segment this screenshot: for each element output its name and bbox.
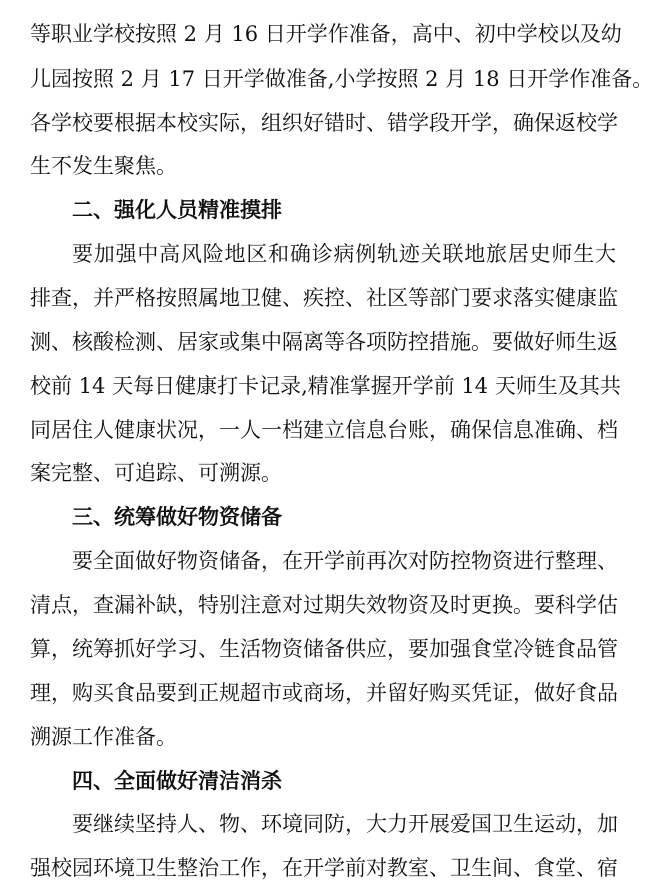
section-3-line-5: 溯源工作准备。: [30, 725, 177, 749]
section-2-line-4: 校前 14 天每日健康打卡记录,精准掌握开学前 14 天师生及其共: [30, 374, 621, 398]
section-3-line-3: 算，统筹抓好学习、生活物资储备供应，要加强食堂冷链食品管: [30, 637, 618, 661]
section-3-line-2: 清点，查漏补缺，特别注意对过期失效物资及时更换。要科学估: [30, 593, 618, 617]
section-2-line-2: 排查，并严格按照属地卫健、疾控、社区等部门要求落实健康监: [30, 286, 618, 310]
section-3-line-4: 理，购买食品要到正规超市或商场，并留好购买凭证，做好食品: [30, 681, 618, 705]
section-4-line-2: 强校园环境卫生整治工作，在开学前对教室、卫生间、食堂、宿: [30, 856, 618, 880]
paragraph-1-line-3: 各学校要根据本校实际，组织好错时、错学段开学，确保返校学: [30, 111, 618, 135]
section-2-heading: 二、强化人员精准摸排: [72, 197, 282, 222]
section-4-heading: 四、全面做好清洁消杀: [72, 768, 282, 793]
paragraph-1-line-1: 等职业学校按照 2 月 16 日开学作准备，高中、初中学校以及幼: [30, 22, 622, 46]
section-2-line-3: 测、核酸检测、居家或集中隔离等各项防控措施。要做好师生返: [30, 330, 618, 354]
paragraph-1-line-2: 儿园按照 2 月 17 日开学做准备,小学按照 2 月 18 日开学作准备。: [30, 67, 653, 91]
paragraph-1-line-4: 生不发生聚焦。: [30, 154, 177, 178]
section-2-line-5: 同居住人健康状况，一人一档建立信息台账，确保信息准确、档: [30, 418, 618, 442]
section-3-heading: 三、统筹做好物资储备: [72, 504, 282, 529]
section-2-line-6: 案完整、可追踪、可溯源。: [30, 461, 282, 485]
section-4-line-1: 要继续坚持人、物、环境同防，大力开展爱国卫生运动，加: [72, 812, 618, 836]
section-2-line-1: 要加强中高风险地区和确诊病例轨迹关联地旅居史师生大: [72, 242, 616, 266]
section-3-line-1: 要全面做好物资储备，在开学前再次对防控物资进行整理、: [72, 549, 618, 573]
